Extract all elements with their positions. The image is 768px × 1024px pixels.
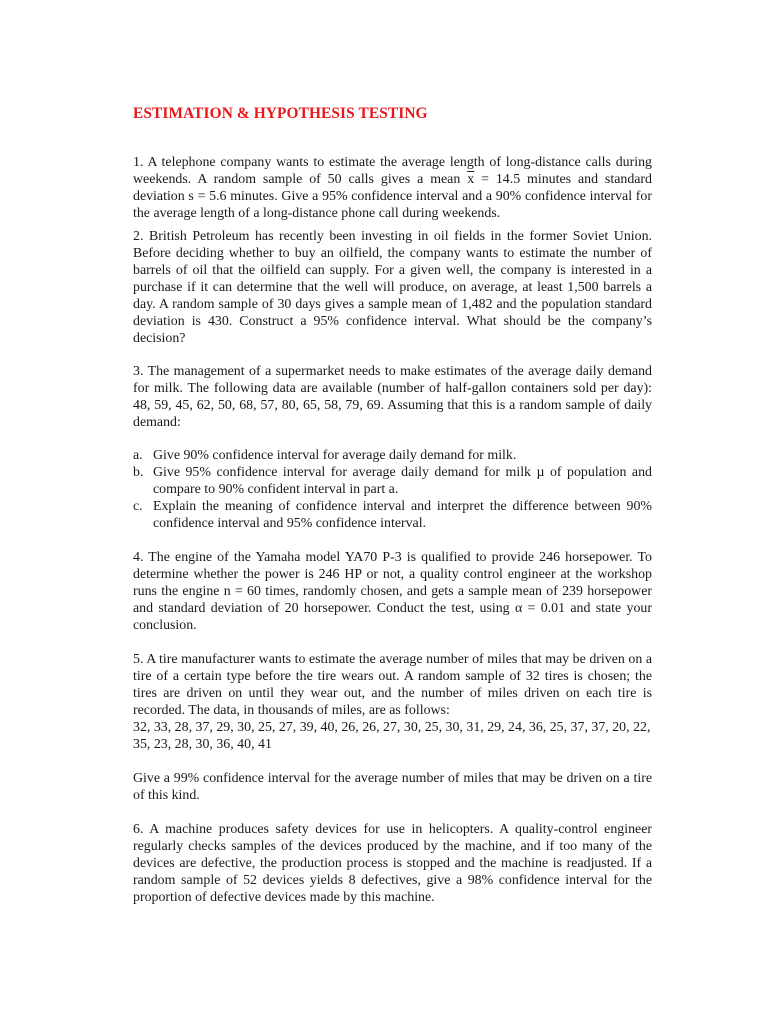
list-marker: c. xyxy=(133,499,143,514)
x-bar-symbol: $\overline{x}$ xyxy=(467,172,475,187)
question-3-list xyxy=(133,447,652,532)
question-5-question: Give a 99% confidence interval for the average number of miles that may be driven on a tire of this kind. xyxy=(133,771,652,803)
list-item-text: Give 95% confidence interval for average daily demand for milk µ of population and compare to 90% confident interval in part a. xyxy=(153,465,652,497)
question-6: 6. A machine produces safety devices for use in helicopters. A quality-control engineer regularly checks samples of the devices produced by the machine, and if too many of the devices are defective, the production process is stopped and the machine is readjusted. If a random sample of 52 devices yields 8 defectives, give a 98% confidence interval for the proportion of defective devices made by this machine. xyxy=(133,822,652,905)
list-marker: a. xyxy=(133,448,143,463)
question-1 xyxy=(133,154,652,222)
document-page xyxy=(133,104,652,906)
question-2: 2. British Petroleum has recently been investing in oil fields in the former Soviet Union. Before deciding whether to buy an oilfield, the company wants to estimate the number of barrels of oil that the oilfield can supply. For a given well, the company is interested in a purchase if it can determine that the well will produce, on average, at least 1,500 barrels a day. A random sample of 30 days gives a sample mean of 1,482 and the population standard deviation is 430. Construct a 95% confidence interval. What should be the company’s decision? xyxy=(133,229,652,346)
document-title: ESTIMATION & HYPOTHESIS TESTING xyxy=(133,105,428,122)
question-5-intro: 5. A tire manufacturer wants to estimate the average number of miles that may be driven on a tire of a certain type before the tire wears out. A random sample of 32 tires is chosen; the tires are driven on until they wear out, and the number of miles driven on each tire is recorded. The data, in thousands of miles, are as follows: xyxy=(133,652,652,718)
question-3-intro: 3. The management of a supermarket needs to make estimates of the average daily demand for milk. The following data are available (number of half-gallon containers sold per day): 48, 59, 45, 62, 50, 68, 57, 80, 65, 58, 79, 69. Assuming that this is a random sample of daily demand: xyxy=(133,364,652,430)
list-item-text: Give 90% confidence interval for average daily demand for milk. xyxy=(153,448,517,463)
list-item xyxy=(133,447,652,464)
question-1-text-a: 1. A telephone company wants to estimate the average length of long-distance calls during weekends. A random sample of 50 calls gives a mean xyxy=(133,155,652,187)
list-item xyxy=(133,464,652,498)
list-item-text: Explain the meaning of confidence interval and interpret the difference between 90% confidence interval and 95% confidence interval. xyxy=(153,499,652,531)
question-4: 4. The engine of the Yamaha model YA70 P-3 is qualified to provide 246 horsepower. To determine whether the power is 246 HP or not, a quality control engineer at the workshop runs the engine n = 60 times, randomly chosen, and gets a sample mean of 239 horsepower and standard deviation of 20 horsepower. Conduct the test, using α = 0.01 and state your conclusion. xyxy=(133,550,652,633)
question-5-data: 32, 33, 28, 37, 29, 30, 25, 27, 39, 40, 26, 26, 27, 30, 25, 30, 31, 29, 24, 36, 25, 37, 37, 20, 22, 35, 23, 28, 30, 36, 40, 41 xyxy=(133,720,651,752)
list-item xyxy=(133,498,652,532)
list-marker: b. xyxy=(133,465,144,480)
question-1-text-b: = 14.5 minutes and standard deviation s = 5.6 minutes. Give a 95% confidence interval and a 90% confidence interval for the average length of a long-distance phone call during weekends. xyxy=(133,172,652,221)
